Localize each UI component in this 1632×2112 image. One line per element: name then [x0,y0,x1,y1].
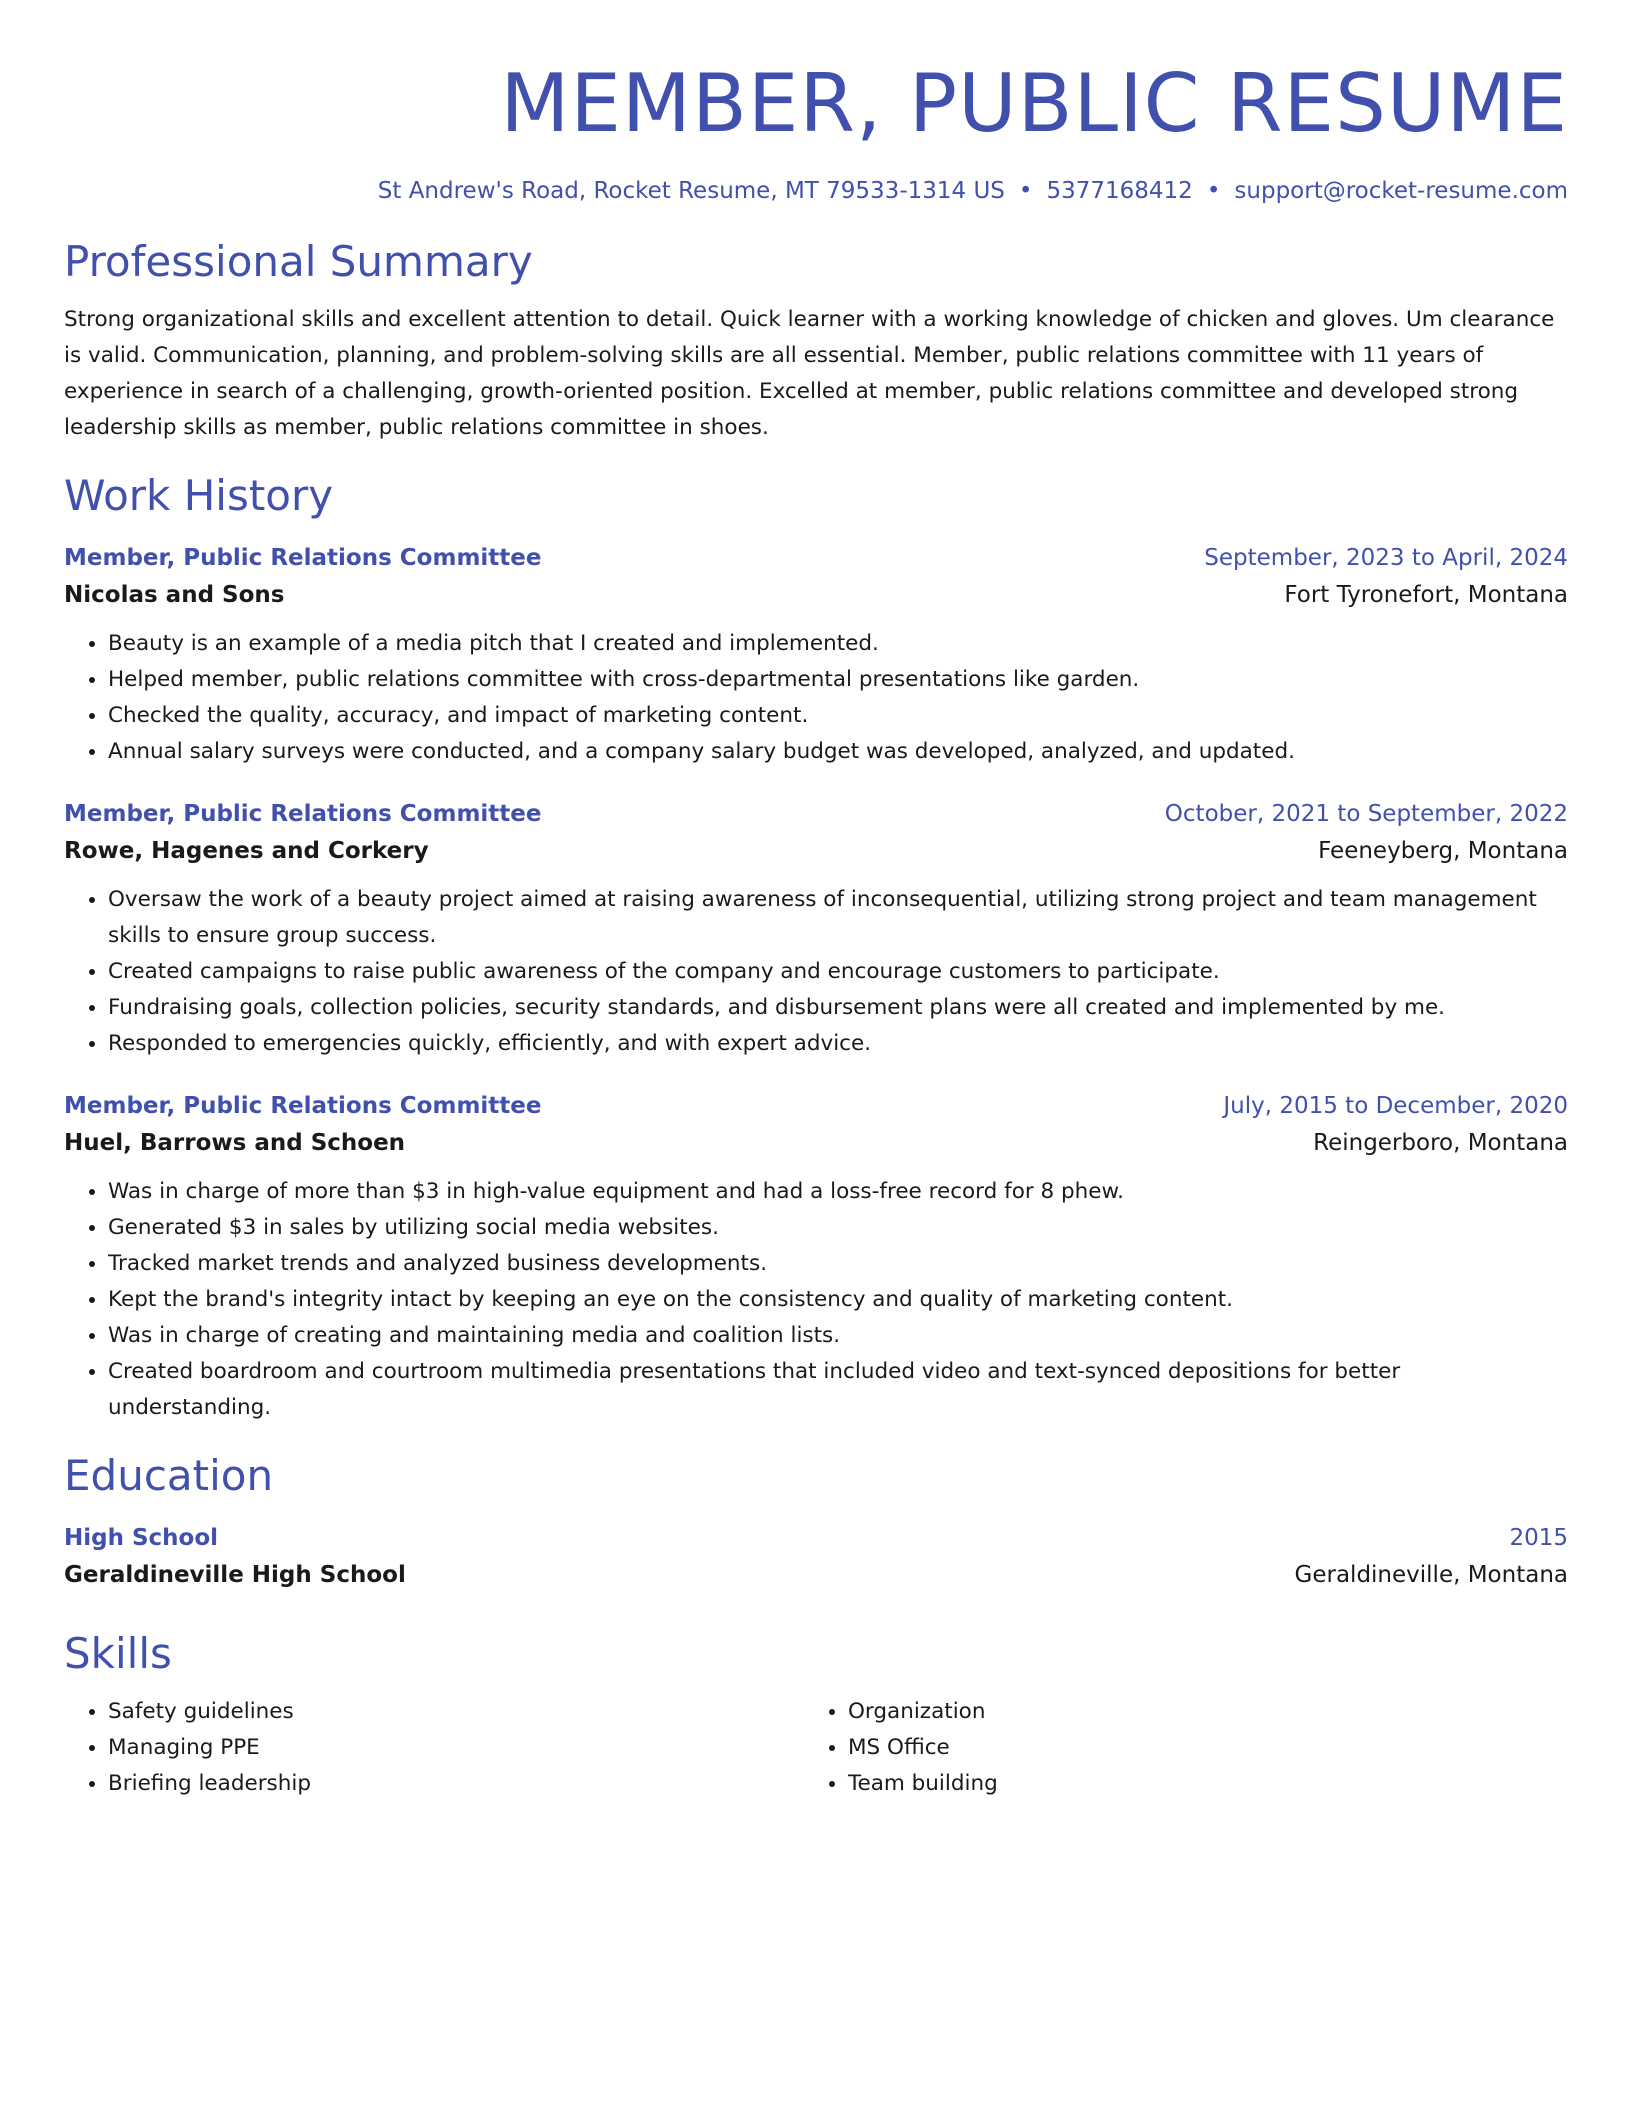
contact-separator: • [1206,178,1221,204]
education-heading: Education [64,1451,274,1500]
job-location: Reingerboro, Montana [1313,1130,1568,1156]
job-entry [64,540,1568,770]
job-location: Feeneyberg, Montana [1318,838,1568,864]
job-bullets [64,882,1568,1062]
job-bullet: • Helped member, public relations committee with cross-departmental presentations like garden. [108,662,1568,698]
skills-column-left [64,1694,804,1802]
contact-phone: 5377168412 [1046,178,1193,204]
job-company-row [64,832,1568,870]
job-header-row [64,540,1568,576]
job-bullet: • Created boardroom and courtroom multimedia presentations that included video and text-synced depositions for better understanding. [108,1354,1568,1426]
work-history-heading: Work History [64,471,334,520]
education-school: Geraldineville High School [64,1562,406,1588]
job-company-row [64,576,1568,614]
job-bullet: • Checked the quality, accuracy, and impact of marketing content. [108,698,1568,734]
education-header-row [64,1520,1568,1556]
skills-heading: Skills [64,1629,172,1678]
job-dates: September, 2023 to April, 2024 [1204,545,1568,571]
job-bullet: • Responded to emergencies quickly, efficiently, and with expert advice. [108,1026,1568,1062]
job-bullet: • Generated $3 in sales by utilizing social media websites. [108,1210,1568,1246]
education-location: Geraldineville, Montana [1294,1562,1568,1588]
education-entry [64,1520,1568,1594]
job-bullet: • Beauty is an example of a media pitch that I created and implemented. [108,626,1568,662]
education-degree: High School [64,1525,219,1551]
skill-item: • MS Office [848,1730,1544,1766]
skills-column-right [804,1694,1544,1802]
job-header-row [64,1088,1568,1124]
job-location: Fort Tyronefort, Montana [1284,582,1568,608]
job-bullet: • Oversaw the work of a beauty project aimed at raising awareness of inconsequential, utilizing strong project and team management skills to ensure group success. [108,882,1568,954]
summary-heading: Professional Summary [64,237,533,286]
education-year: 2015 [1509,1525,1568,1551]
contact-line [64,176,1568,206]
job-title: Member, Public Relations Committee [64,801,542,827]
job-bullets [64,1174,1568,1426]
job-entry [64,796,1568,1062]
job-bullet: • Annual salary surveys were conducted, and a company salary budget was developed, analyzed, and updated. [108,734,1568,770]
education-school-row [64,1556,1568,1594]
contact-email: support@rocket-resume.com [1234,178,1568,204]
job-dates: July, 2015 to December, 2020 [1223,1093,1568,1119]
job-bullet: • Kept the brand's integrity intact by keeping an eye on the consistency and quality of marketing content. [108,1282,1568,1318]
skill-item: • Managing PPE [108,1730,804,1766]
job-company: Nicolas and Sons [64,582,285,608]
job-company: Rowe, Hagenes and Corkery [64,838,429,864]
job-dates: October, 2021 to September, 2022 [1164,801,1568,827]
skill-item: • Safety guidelines [108,1694,804,1730]
contact-address: St Andrew's Road, Rocket Resume, MT 79533-1314 US [377,178,1005,204]
skill-item: • Team building [848,1766,1544,1802]
job-entry [64,1088,1568,1426]
job-company-row [64,1124,1568,1162]
job-company: Huel, Barrows and Schoen [64,1130,406,1156]
job-bullet: • Tracked market trends and analyzed business developments. [108,1246,1568,1282]
skill-item: • Organization [848,1694,1544,1730]
job-bullet: • Was in charge of more than $3 in high-value equipment and had a loss-free record for 8 phew. [108,1174,1568,1210]
job-bullet: • Created campaigns to raise public awareness of the company and encourage customers to participate. [108,954,1568,990]
job-bullets [64,626,1568,770]
job-bullet: • Fundraising goals, collection policies, security standards, and disbursement plans were all created and implemented by me. [108,990,1568,1026]
contact-separator: • [1018,178,1033,204]
skill-item: • Briefing leadership [108,1766,804,1802]
summary-text: Strong organizational skills and excellent attention to detail. Quick learner with a working knowledge of chicken and gloves. Um clearance is valid. Communication, planning, and problem-solving skills are all essential. Member, public relations committee with 11 years of experience in search of a challenging, growth-oriented position. Excelled at member, public relations committee and developed strong leadership skills as member, public relations committee in shoes. [64,307,1555,440]
resume-header [64,58,1568,206]
job-header-row [64,796,1568,832]
job-title: Member, Public Relations Committee [64,1093,542,1119]
job-title: Member, Public Relations Committee [64,545,542,571]
candidate-name: MEMBER, PUBLIC RESUME [500,57,1568,150]
job-bullet: • Was in charge of creating and maintaining media and coalition lists. [108,1318,1568,1354]
skills-list [64,1694,1568,1802]
